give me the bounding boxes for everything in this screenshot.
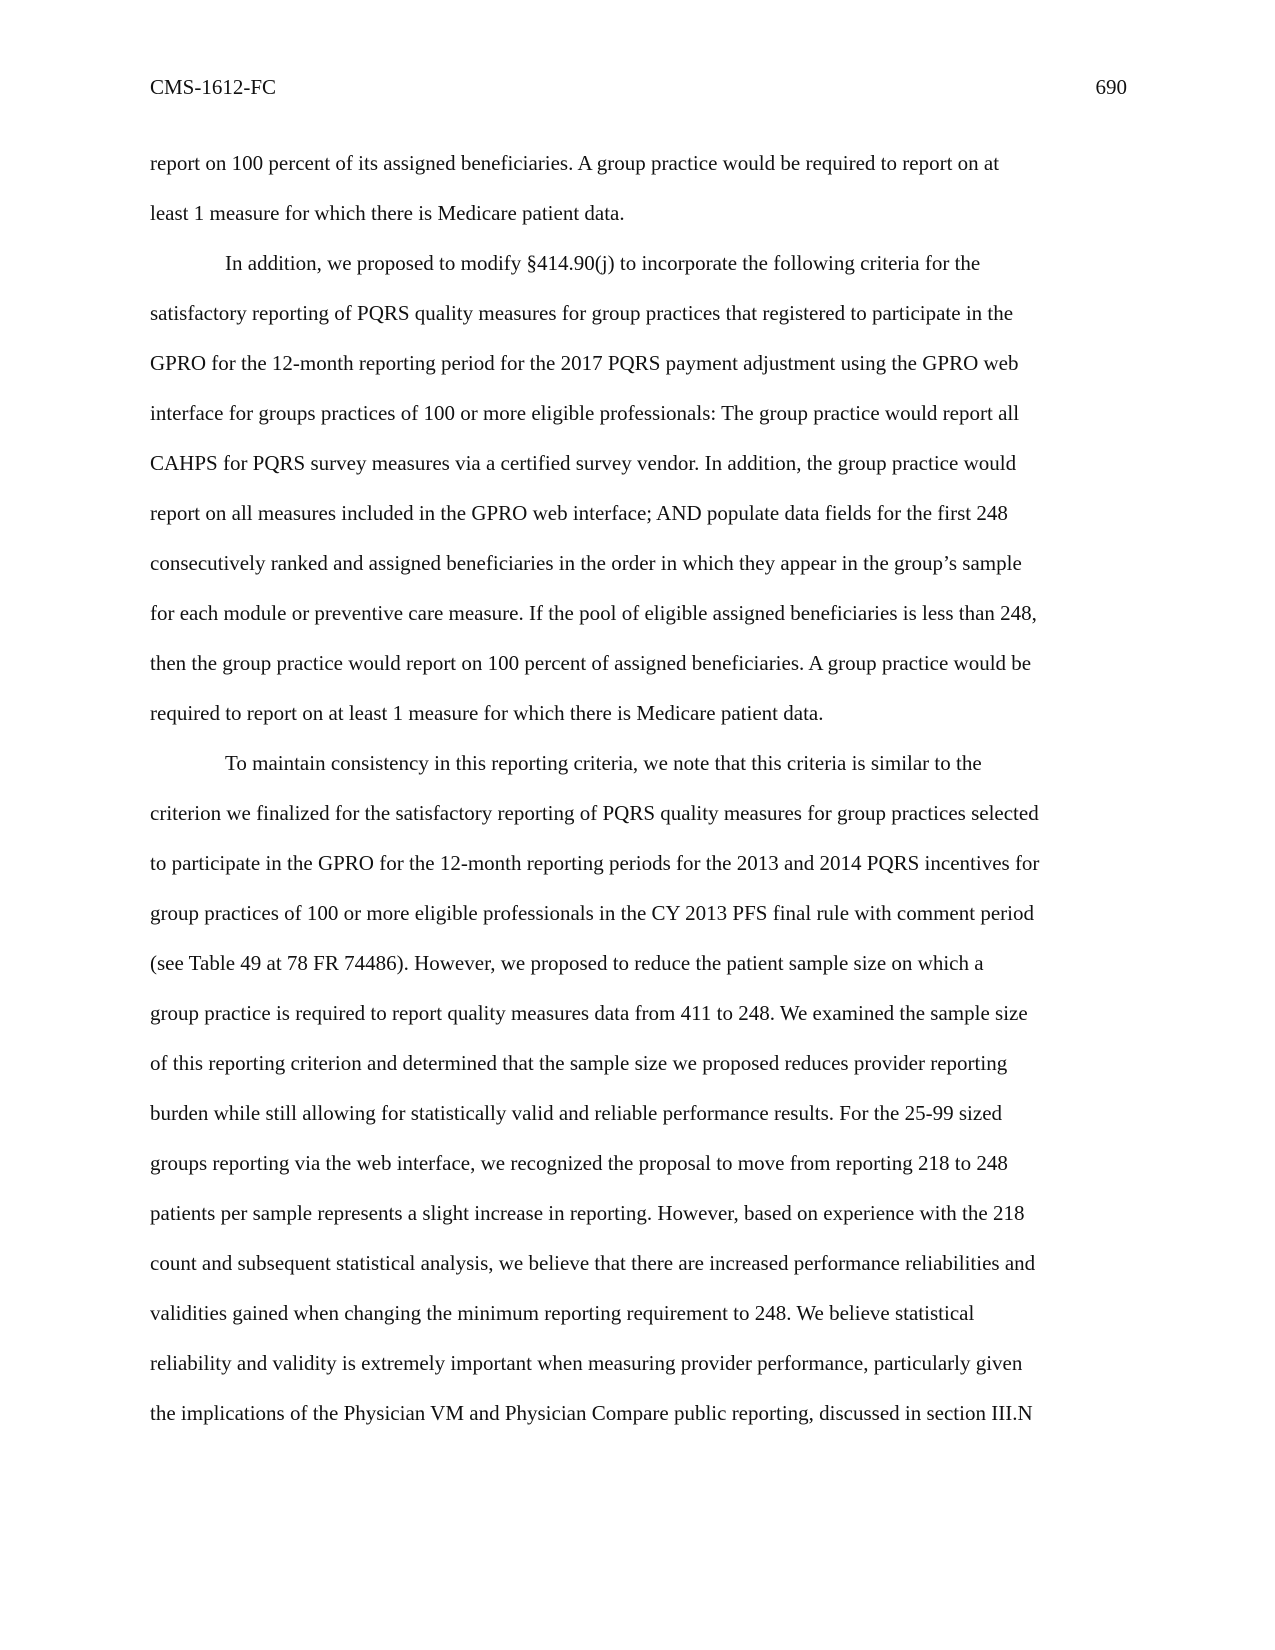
text-line: groups reporting via the web interface, we recognized the proposal to move from reporting 218 to 248 bbox=[150, 1151, 1008, 1175]
text-line: for each module or preventive care measure. If the pool of eligible assigned beneficiaries is less than 248, bbox=[150, 601, 1037, 625]
text-line: satisfactory reporting of PQRS quality measures for group practices that registered to participate in the bbox=[150, 301, 1014, 325]
text-line: reliability and validity is extremely important when measuring provider performance, particularly given bbox=[150, 1351, 1023, 1375]
text-line: consecutively ranked and assigned beneficiaries in the order in which they appear in the group’s sample bbox=[150, 551, 1022, 575]
text-line: the implications of the Physician VM and Physician Compare public reporting, discussed in section III.N bbox=[150, 1401, 1033, 1425]
text-line: GPRO for the 12-month reporting period for the 2017 PQRS payment adjustment using the GPRO web bbox=[150, 351, 1019, 375]
text-line: report on 100 percent of its assigned beneficiaries. A group practice would be required to report on at bbox=[150, 151, 1000, 175]
text-line: patients per sample represents a slight increase in reporting. However, based on experience with the 218 bbox=[150, 1201, 1025, 1225]
page-number: 690 bbox=[1095, 75, 1127, 99]
text-line: To maintain consistency in this reporting criteria, we note that this criteria is similar to the bbox=[225, 751, 982, 775]
text-line: CAHPS for PQRS survey measures via a certified survey vendor. In addition, the group practice would bbox=[150, 451, 1017, 475]
text-line: count and subsequent statistical analysis, we believe that there are increased performance reliabilities and bbox=[150, 1251, 1036, 1275]
text-line: validities gained when changing the minimum reporting requirement to 248. We believe statistical bbox=[150, 1301, 975, 1325]
text-line: then the group practice would report on 100 percent of assigned beneficiaries. A group practice would be bbox=[150, 651, 1032, 675]
text-line: to participate in the GPRO for the 12-month reporting periods for the 2013 and 2014 PQRS incentives for bbox=[150, 851, 1040, 875]
text-line: criterion we finalized for the satisfactory reporting of PQRS quality measures for group practices selected bbox=[150, 801, 1039, 825]
text-line: interface for groups practices of 100 or more eligible professionals: The group practice would report all bbox=[150, 401, 1020, 425]
text-line: of this reporting criterion and determined that the sample size we proposed reduces provider reporting bbox=[150, 1051, 1008, 1075]
text-line: required to report on at least 1 measure for which there is Medicare patient data. bbox=[150, 701, 824, 725]
text-line: group practices of 100 or more eligible professionals in the CY 2013 PFS final rule with comment period bbox=[150, 901, 1034, 925]
text-line: group practice is required to report quality measures data from 411 to 248. We examined the sample size bbox=[150, 1001, 1028, 1025]
text-line: report on all measures included in the GPRO web interface; AND populate data fields for the first 248 bbox=[150, 501, 1008, 525]
text-line: burden while still allowing for statistically valid and reliable performance results. For the 25-99 sized bbox=[150, 1101, 1003, 1125]
text-line: (see Table 49 at 78 FR 74486). However, we proposed to reduce the patient sample size on which a bbox=[150, 951, 984, 975]
text-line: least 1 measure for which there is Medicare patient data. bbox=[150, 201, 625, 225]
text-line: In addition, we proposed to modify §414.90(j) to incorporate the following criteria for the bbox=[225, 251, 981, 275]
document-id: CMS-1612-FC bbox=[150, 75, 277, 99]
